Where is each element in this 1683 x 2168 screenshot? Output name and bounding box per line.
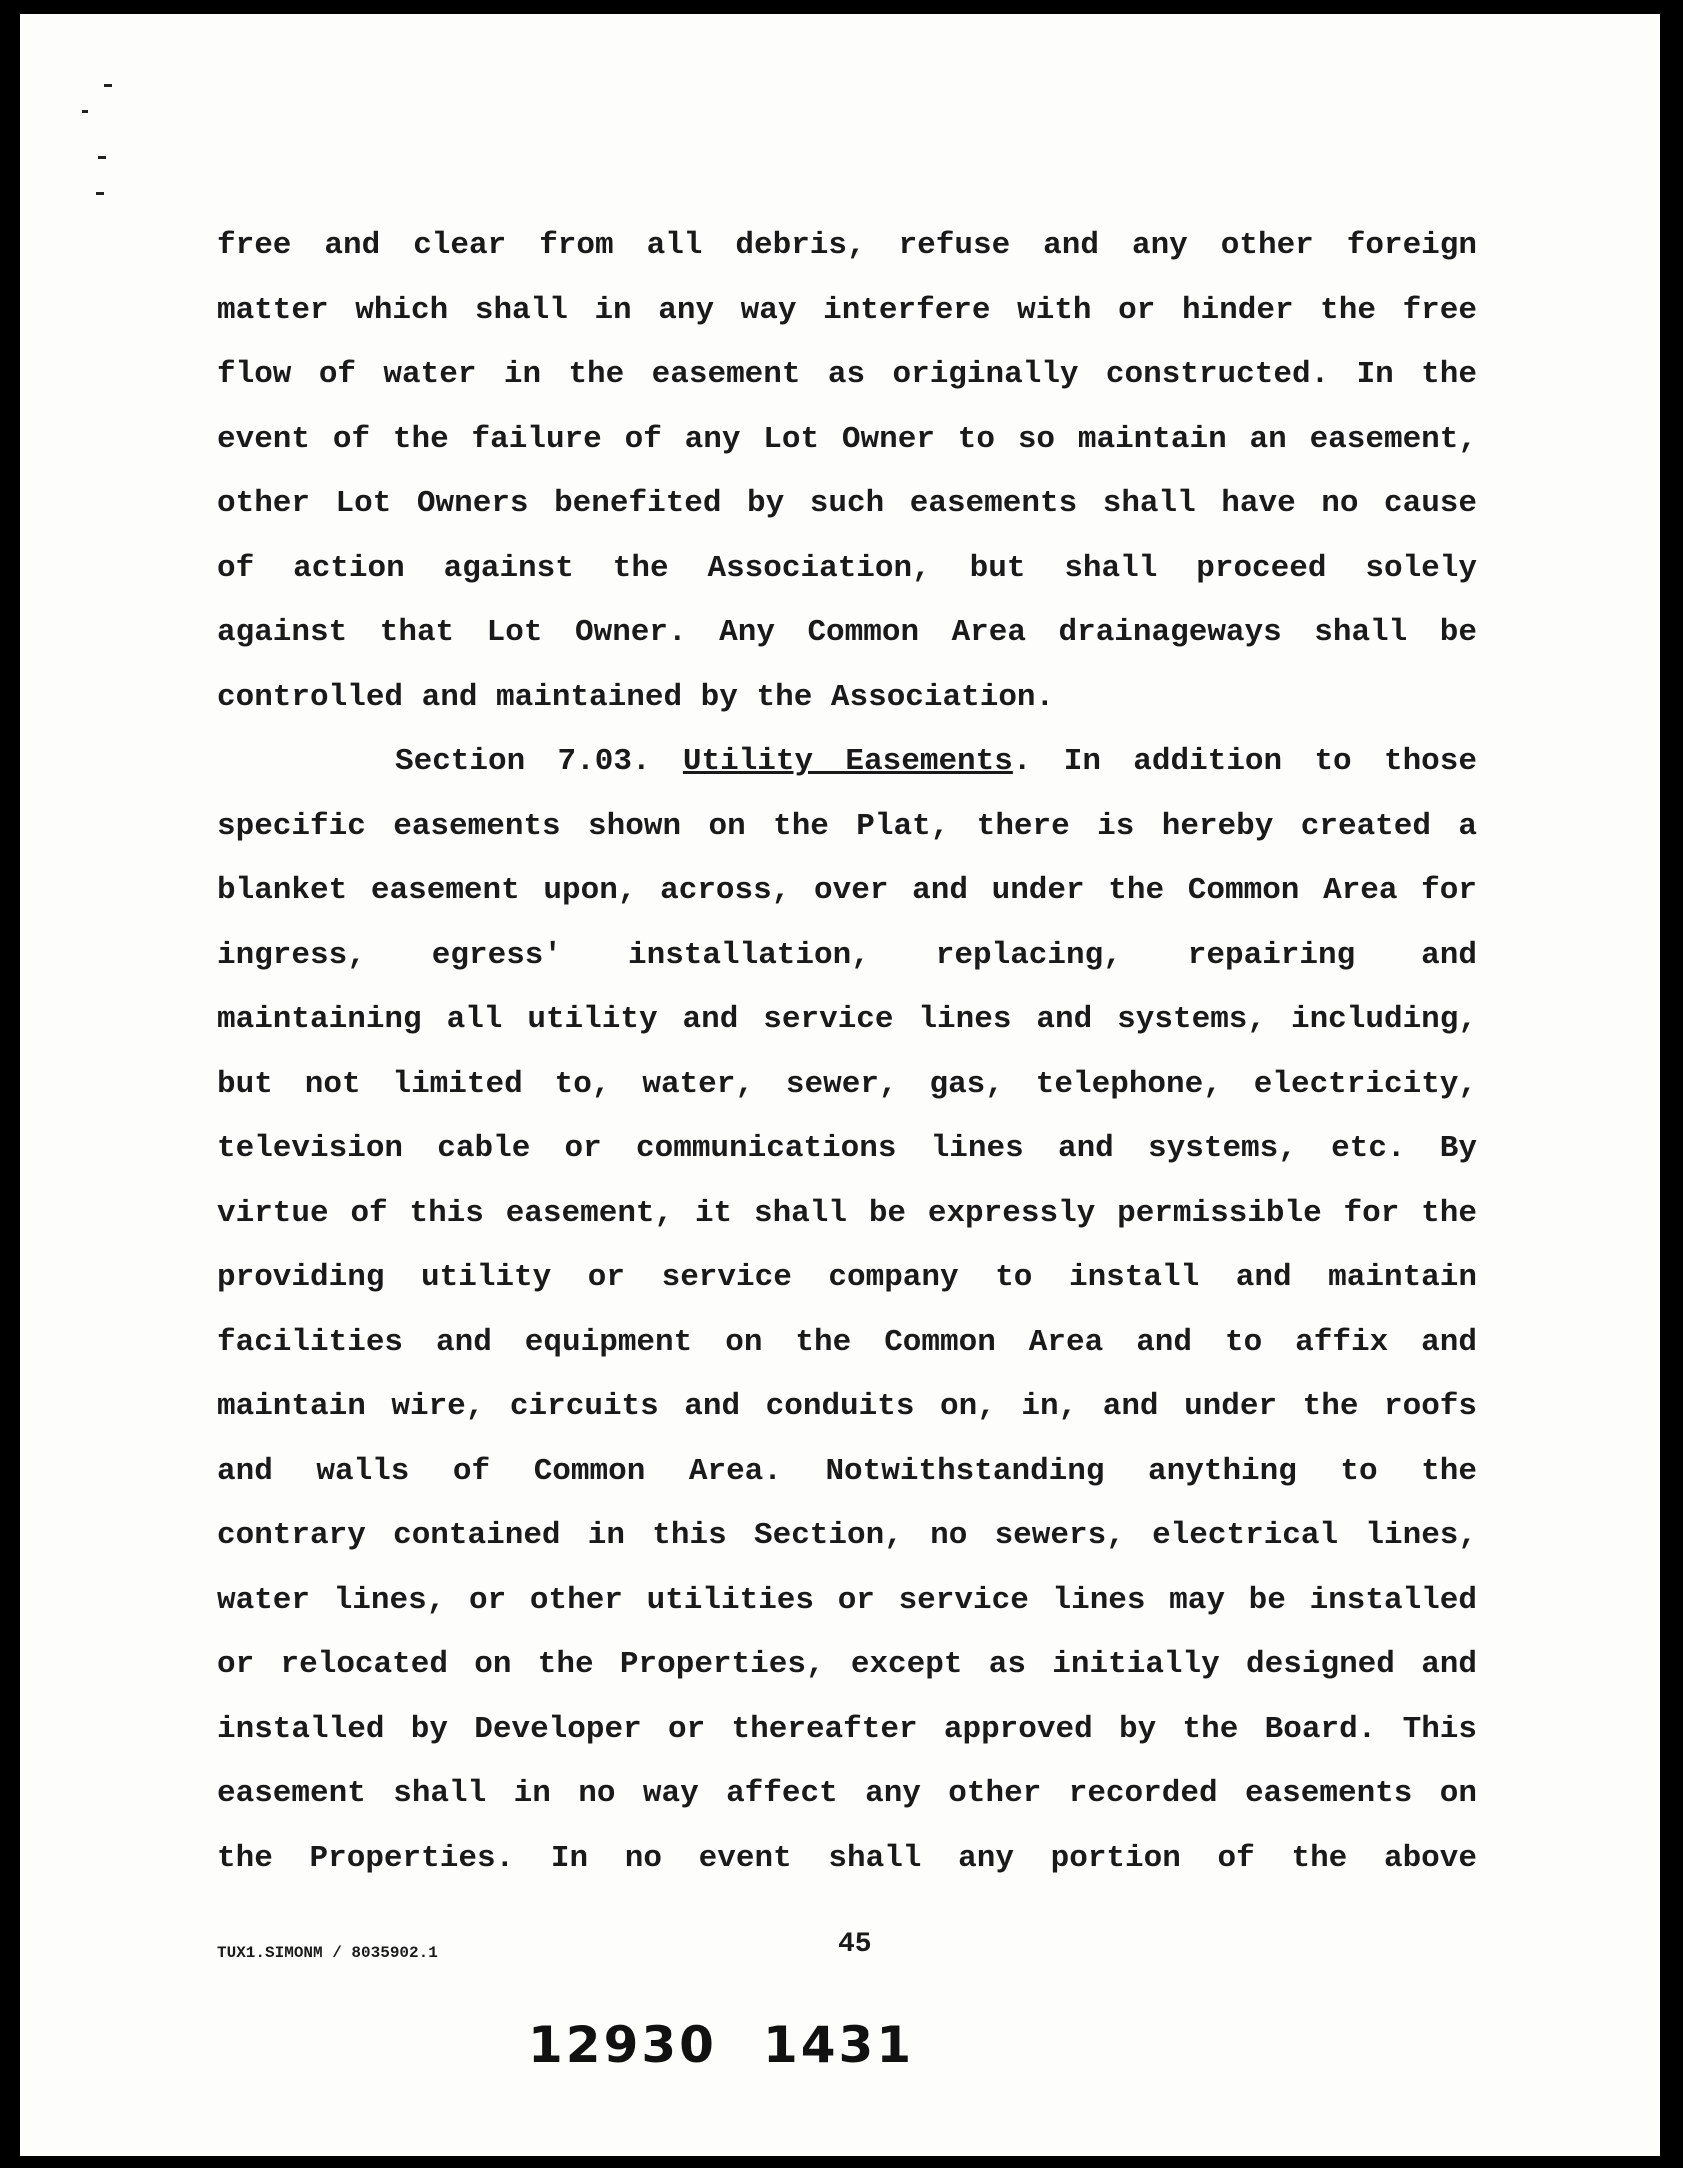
footer-document-id: TUX1.SIMONM / 8035902.1 — [217, 1944, 438, 1962]
text-line: ingress, egress' installation, replacing, repairing and — [217, 937, 1477, 973]
text-line: against that Lot Owner. Any Common Area drainageways shall be — [217, 615, 1477, 650]
body-text — [217, 214, 1477, 1891]
text-line: installed by Developer or thereafter approved by the Board. This — [217, 1711, 1477, 1747]
text-line: but not limited to, water, sewer, gas, telephone, electricity, — [217, 1066, 1477, 1102]
text-line: blanket easement upon, across, over and under the Common Area for — [217, 873, 1477, 908]
text-line: the Properties. In no event shall any portion of the above — [217, 1840, 1477, 1876]
text-line: or relocated on the Properties, except as initially designed and — [217, 1647, 1477, 1682]
text-line: water lines, or other utilities or service lines may be installed — [217, 1582, 1477, 1618]
text-line: event of the failure of any Lot Owner to so maintain an easement, — [217, 421, 1477, 457]
section-heading-line — [217, 730, 1477, 795]
text-line: of action against the Association, but shall proceed solely — [217, 550, 1477, 586]
text-line: facilities and equipment on the Common Area and to affix and — [217, 1324, 1477, 1360]
stamp-page-number: 1431 — [762, 2016, 915, 2074]
document-page — [20, 14, 1660, 2156]
recording-stamp — [528, 2016, 914, 2074]
margin-mark — [96, 192, 104, 195]
text-line: easement shall in no way affect any other recorded easements on — [217, 1776, 1477, 1811]
text-line: maintain wire, circuits and conduits on, in, and under the roofs — [217, 1389, 1477, 1424]
margin-mark — [98, 156, 106, 159]
text-line: maintaining all utility and service lines and systems, including, — [217, 1002, 1477, 1037]
text-line: flow of water in the easement as originally constructed. In the — [217, 357, 1477, 392]
text-line: matter which shall in any way interfere with or hinder the free — [217, 292, 1477, 328]
margin-mark — [104, 84, 112, 87]
section-number: Section 7.03. — [395, 744, 651, 779]
text-line: contrary contained in this Section, no sewers, electrical lines, — [217, 1518, 1477, 1553]
text-line: other Lot Owners benefited by such easements shall have no cause — [217, 486, 1477, 521]
text-line: free and clear from all debris, refuse and any other foreign — [217, 228, 1477, 263]
section-intro: . In addition to those — [1012, 744, 1477, 779]
margin-mark — [82, 110, 88, 113]
text-line: controlled and maintained by the Association. — [217, 679, 1055, 715]
section-heading: Utility Easements — [682, 744, 1013, 779]
text-line: specific easements shown on the Plat, there is hereby created a — [217, 808, 1477, 844]
text-line: virtue of this easement, it shall be expressly permissible for the — [217, 1195, 1477, 1231]
text-line: and walls of Common Area. Notwithstanding anything to the — [217, 1453, 1477, 1489]
text-line: television cable or communications lines and systems, etc. By — [217, 1131, 1477, 1166]
stamp-book-number: 12930 — [528, 2016, 717, 2074]
text-line: providing utility or service company to install and maintain — [217, 1260, 1477, 1295]
page-number: 45 — [838, 1929, 872, 1960]
